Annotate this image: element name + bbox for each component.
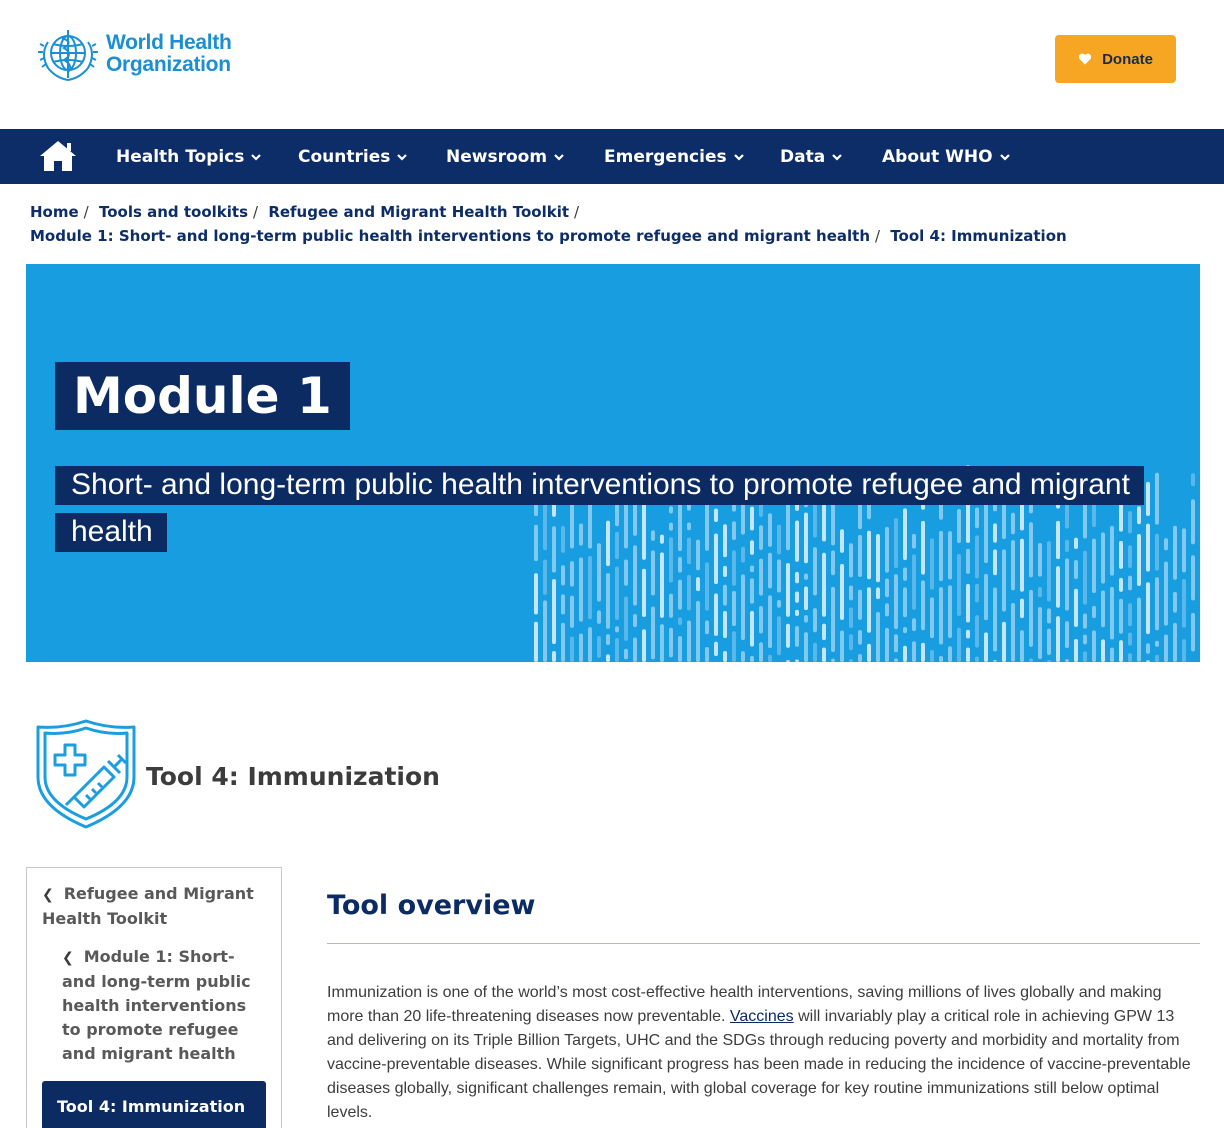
logo-line-2: Organization (106, 53, 231, 76)
sidebar-link-toolkit[interactable] (42, 882, 266, 931)
breadcrumb-current: Tool 4: Immunization (890, 227, 1067, 245)
site-header (0, 0, 1224, 129)
nav-item-countries[interactable] (298, 129, 408, 184)
module-subtitle (55, 461, 1135, 555)
tool-heading: Tool 4: Immunization (146, 762, 440, 791)
logo-wordmark (106, 32, 232, 76)
nav-label: Newsroom (446, 146, 548, 167)
donate-label: Donate (1102, 50, 1153, 68)
nav-label: Emergencies (604, 146, 727, 167)
breadcrumb-home[interactable]: Home (30, 203, 79, 221)
chevron-down-icon (250, 151, 262, 163)
chevron-down-icon (733, 151, 745, 163)
paragraph-text: will invariably play a critical role in achieving GPW 13 and delivering on its Triple Billion Targets, UHC and the SDGs through reducing poverty and morbidity and mortality from vaccine-preventable diseases. While significant progress has been made in reducing the incidence of vaccine-preventable diseases globally, significant challenges remain, with global coverage for key routine immunizations still below optimal levels. (327, 1008, 1191, 1121)
breadcrumb-separator: / (253, 203, 259, 221)
breadcrumb (30, 200, 1200, 248)
paragraph-text: Immunization is one of the world’s most cost-effective health interventions, saving millions of lives globally and making more than 20 life-threatening diseases now preventable. (327, 984, 1162, 1025)
nav-label: About WHO (882, 146, 993, 167)
nav-label: Data (780, 146, 826, 167)
nav-label: Countries (298, 146, 391, 167)
nav-item-health-topics[interactable] (116, 129, 262, 184)
sidebar-link-label: Module 1: Short- and long-term public health interventions to promote refugee and migrant health (62, 947, 251, 1063)
breadcrumb-separator: / (875, 227, 881, 245)
breadcrumb-tools[interactable]: Tools and toolkits (98, 203, 249, 221)
sidebar-nav (26, 867, 282, 1128)
nav-label: Health Topics (116, 146, 245, 167)
who-logo[interactable] (34, 24, 232, 84)
chevron-left-icon: ❮ (62, 950, 74, 966)
module-banner (26, 264, 1200, 662)
breadcrumb-separator: / (83, 203, 89, 221)
sidebar-link-module[interactable] (62, 945, 266, 1066)
nav-item-about-who[interactable] (882, 129, 1011, 184)
shield-syringe-icon (34, 719, 138, 831)
module-title: Module 1 (55, 362, 350, 430)
chevron-down-icon (831, 151, 843, 163)
sidebar-item-active[interactable]: Tool 4: Immunization (42, 1081, 266, 1128)
overview-paragraph (327, 981, 1197, 1125)
sidebar-link-label: Refugee and Migrant Health Toolkit (42, 884, 254, 928)
breadcrumb-separator: / (574, 203, 580, 221)
breadcrumb-module[interactable]: Module 1: Short- and long-term public health interventions to promote refugee and migrant health (30, 227, 871, 245)
chevron-down-icon (553, 151, 565, 163)
module-subtitle-text: Short- and long-term public health interventions to promote refugee and migrant health (55, 466, 1144, 552)
home-icon[interactable] (38, 139, 78, 173)
breadcrumb-toolkit[interactable]: Refugee and Migrant Health Toolkit (268, 203, 570, 221)
logo-line-1: World Health (106, 31, 232, 54)
chevron-down-icon (396, 151, 408, 163)
nav-item-newsroom[interactable] (446, 129, 565, 184)
nav-item-data[interactable] (780, 129, 843, 184)
chevron-left-icon: ❮ (42, 887, 54, 903)
vaccines-link[interactable]: Vaccines (729, 1008, 794, 1025)
heart-icon (1078, 52, 1092, 66)
nav-item-emergencies[interactable] (604, 129, 745, 184)
chevron-down-icon (999, 151, 1011, 163)
section-title: Tool overview (327, 890, 536, 921)
divider (327, 943, 1200, 944)
main-nav (0, 129, 1224, 184)
who-emblem-icon (34, 24, 102, 84)
donate-button[interactable] (1055, 35, 1176, 83)
